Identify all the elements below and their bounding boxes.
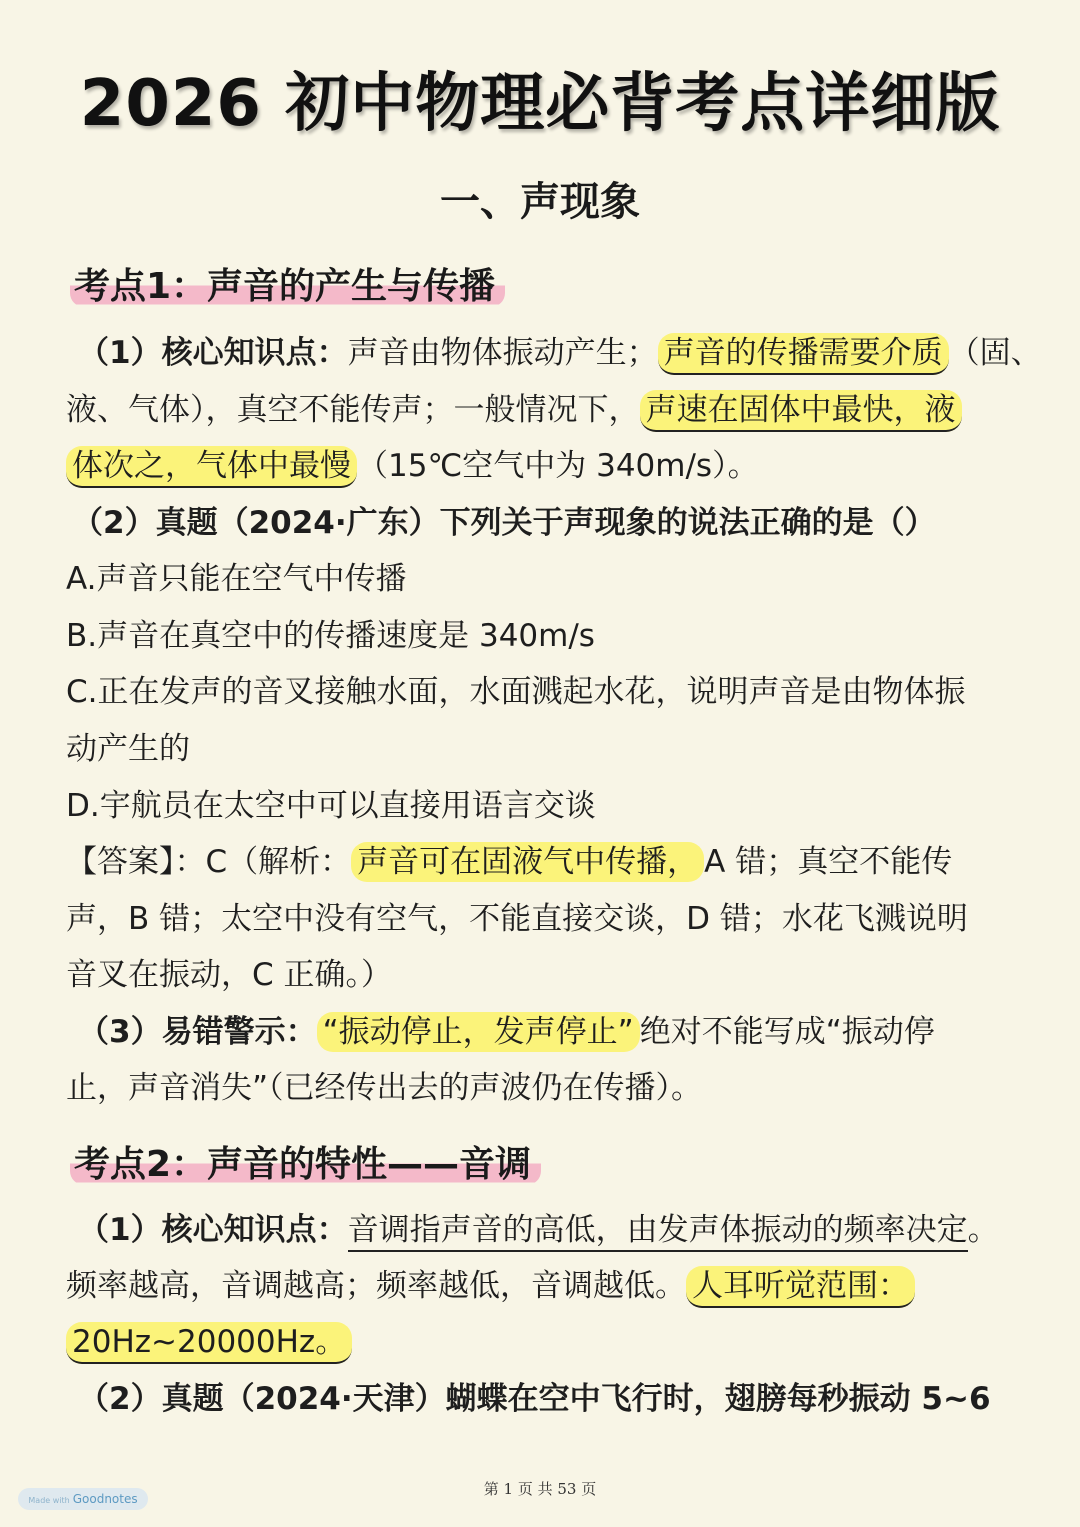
- badge-brand-text: Goodnotes: [72, 1492, 138, 1506]
- answer-line-2: 声，B 错；太空中没有空气，不能直接交谈，D 错；水花飞溅说明: [66, 901, 968, 937]
- answer-highlight: 声音可在固液气中传播，: [351, 842, 704, 882]
- kp1-core-text-3: （15℃空气中为 340m/s）。: [357, 448, 759, 484]
- answer-label: 【答案】：C（解析：: [66, 844, 352, 880]
- keypoint-2-heading-text: 考点2：声音的特性——音调: [70, 1144, 541, 1185]
- badge-small-text: Made with: [28, 1496, 70, 1505]
- kp1-core-text-2: 液、气体），真空不能传声；一般情况下，: [66, 392, 640, 428]
- kp2-core-line-2: [66, 1266, 915, 1306]
- keypoint-1-heading: [70, 258, 505, 309]
- kp2-core-line-1: [78, 1210, 999, 1250]
- kp2-core-line-3: [66, 1322, 352, 1362]
- option-c: C.正在发声的音叉接触水面，水面溅起水花，说明声音是由物体振: [66, 674, 966, 710]
- warning-text: 绝对不能写成“振动停: [639, 1014, 935, 1050]
- kp1-core-line-3: [66, 446, 759, 486]
- page-title: 2026 初中物理必背考点详细版: [79, 67, 1001, 141]
- kp1-core-line-1: [78, 333, 1042, 373]
- option-d: D.宇航员在太空中可以直接用语言交谈: [66, 788, 596, 824]
- option-a: A.声音只能在空气中传播: [66, 561, 407, 597]
- kp2-core-period: 。: [967, 1212, 999, 1248]
- warning-line-2: 止，声音消失”（已经传出去的声波仍在传播）。: [66, 1070, 703, 1106]
- keypoint-1-heading-text: 考点1：声音的产生与传播: [70, 266, 505, 307]
- warning-line-1: [78, 1012, 935, 1052]
- option-b: B.声音在真空中的传播速度是 340m/s: [66, 618, 595, 654]
- kp1-core-label: （1）核心知识点：: [78, 335, 348, 371]
- kp1-core-line-2: [66, 390, 962, 430]
- kp1-highlight-speed: 声速在固体中最快，液: [640, 390, 962, 432]
- kp1-question: （2）真题（2024·广东）下列关于声现象的说法正确的是（）: [72, 505, 936, 541]
- section-title: 一、声现象: [440, 179, 640, 225]
- answer-line-1: [66, 842, 952, 882]
- kp2-core-text: 频率越高，音调越高；频率越低，音调越低。: [66, 1268, 686, 1304]
- warning-label: （3）易错警示：: [78, 1014, 317, 1050]
- kp1-core-text-tail: （固、: [948, 335, 1042, 371]
- kp1-core-text: 声音由物体振动产生；: [347, 335, 658, 371]
- option-c-cont: 动产生的: [66, 731, 190, 767]
- kp1-highlight-speed-2: 体次之，气体中最慢: [66, 446, 357, 488]
- keypoint-2-heading: [70, 1136, 541, 1187]
- page-number: 第 1 页 共 53 页: [483, 1480, 597, 1498]
- warning-highlight: “振动停止，发声停止”: [317, 1012, 640, 1052]
- kp2-core-label: （1）核心知识点：: [78, 1212, 348, 1248]
- goodnotes-badge: [18, 1488, 148, 1510]
- kp1-highlight-medium: 声音的传播需要介质: [658, 333, 949, 375]
- answer-line-3: 音叉在振动，C 正确。）: [66, 957, 392, 993]
- kp2-core-underlined: 音调指声音的高低，由发声体振动的频率决定: [348, 1212, 968, 1252]
- kp2-question: （2）真题（2024·天津）蝴蝶在空中飞行时，翅膀每秒振动 5~6: [78, 1381, 991, 1417]
- kp2-highlight-range: 人耳听觉范围：: [686, 1266, 915, 1308]
- answer-text: A 错；真空不能传: [704, 844, 953, 880]
- kp2-highlight-range-value: 20Hz~20000Hz。: [66, 1322, 352, 1364]
